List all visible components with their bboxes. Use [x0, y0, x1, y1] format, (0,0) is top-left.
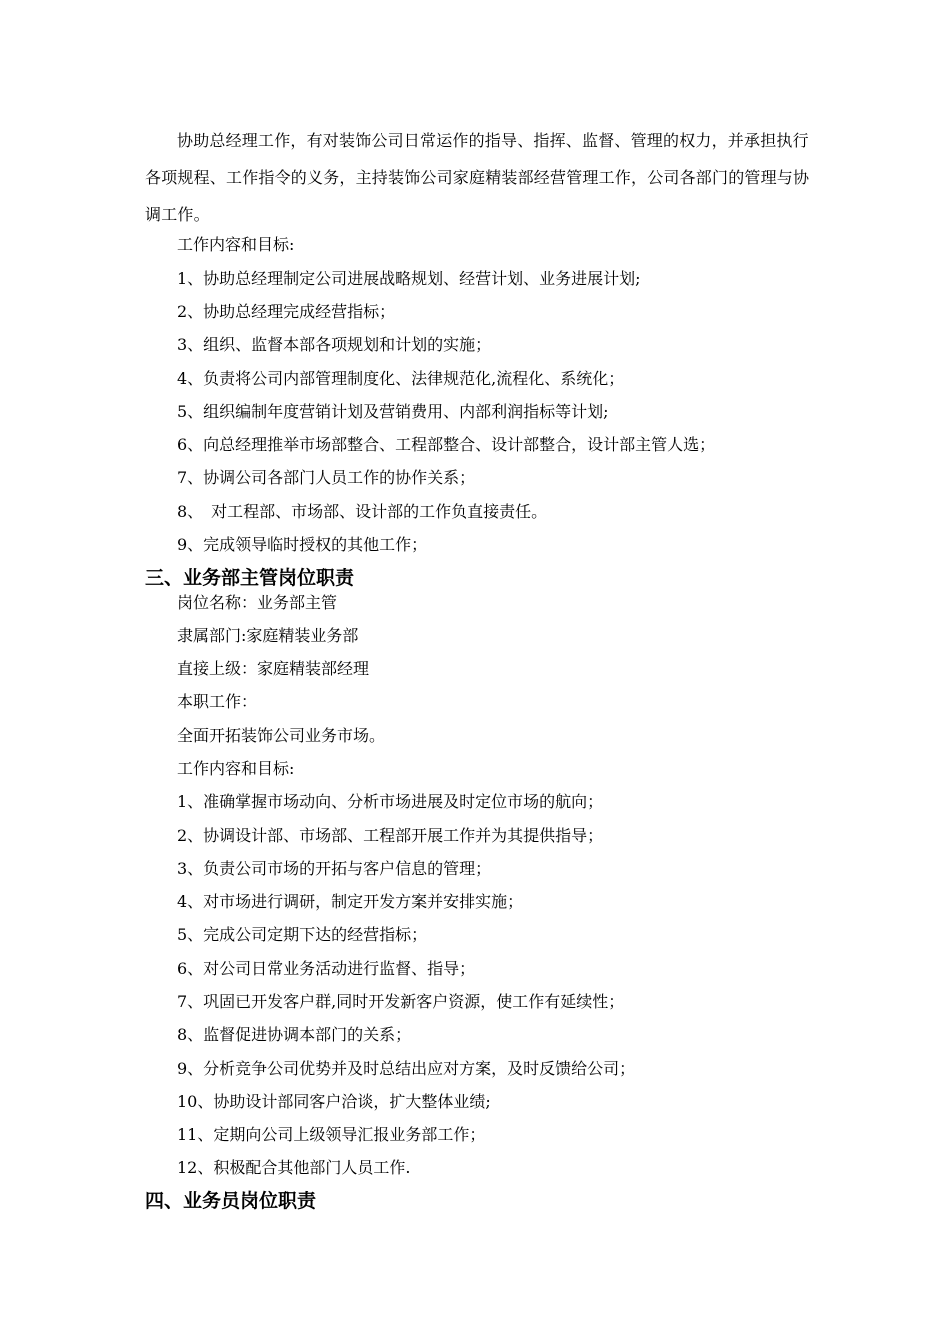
list-item: 6、向总经理推举市场部整合、工程部整合、设计部整合，设计部主管人选；	[177, 435, 716, 454]
direct-superior: 直接上级：家庭精装部经理	[177, 659, 370, 678]
list-item: 5、完成公司定期下达的经营指标；	[177, 925, 428, 944]
list-item: 12、积极配合其他部门人员工作.	[177, 1158, 411, 1177]
goals-label: 工作内容和目标:	[177, 759, 295, 778]
list-item: 8、 对工程部、市场部、设计部的工作负直接责任。	[177, 502, 548, 521]
list-item: 2、协调设计部、市场部、工程部开展工作并为其提供指导；	[177, 826, 604, 845]
list-item: 9、完成领导临时授权的其他工作；	[177, 535, 428, 554]
list-item: 8、监督促进协调本部门的关系；	[177, 1025, 412, 1044]
intro-paragraph: 协助总经理工作，有对装饰公司日常运作的指导、指挥、监督、管理的权力，并承担执行各项规程、工作指令的义务，主持装饰公司家庭精装部经营管理工作，公司各部门的管理与协调工作。	[145, 131, 810, 224]
list-item: 4、负责将公司内部管理制度化、法律规范化,流程化、系统化；	[177, 369, 625, 388]
list-item: 3、组织、监督本部各项规划和计划的实施；	[177, 335, 492, 354]
duty-text: 全面开拓装饰公司业务市场。	[177, 726, 386, 745]
list-item: 3、负责公司市场的开拓与客户信息的管理；	[177, 859, 492, 878]
section-heading: 四、业务员岗位职责	[145, 1190, 317, 1212]
list-item: 4、对市场进行调研，制定开发方案并安排实施；	[177, 892, 524, 911]
list-item: 10、协助设计部同客户洽谈，扩大整体业绩;	[177, 1092, 491, 1111]
list-item: 5、组织编制年度营销计划及营销费用、内部利润指标等计划;	[177, 402, 609, 421]
list-item: 6、对公司日常业务活动进行监督、指导；	[177, 959, 476, 978]
list-item: 1、协助总经理制定公司进展战略规划、经营计划、业务进展计划;	[177, 269, 641, 288]
list-item: 1、准确掌握市场动向、分析市场进展及时定位市场的航向；	[177, 792, 604, 811]
list-item: 2、协助总经理完成经营指标；	[177, 302, 396, 321]
department: 隶属部门:家庭精装业务部	[177, 626, 359, 645]
list-item: 11、定期向公司上级领导汇报业务部工作；	[177, 1125, 486, 1144]
list-item: 7、协调公司各部门人员工作的协作关系；	[177, 468, 476, 487]
list-item: 7、巩固已开发客户群,同时开发新客户资源，使工作有延续性；	[177, 992, 625, 1011]
section-heading: 三、业务部主管岗位职责	[145, 567, 355, 589]
position-name: 岗位名称：业务部主管	[177, 593, 338, 612]
list-item: 9、分析竞争公司优势并及时总结出应对方案，及时反馈给公司；	[177, 1059, 636, 1078]
duty-label: 本职工作：	[177, 692, 258, 711]
goals-label: 工作内容和目标:	[177, 235, 295, 254]
